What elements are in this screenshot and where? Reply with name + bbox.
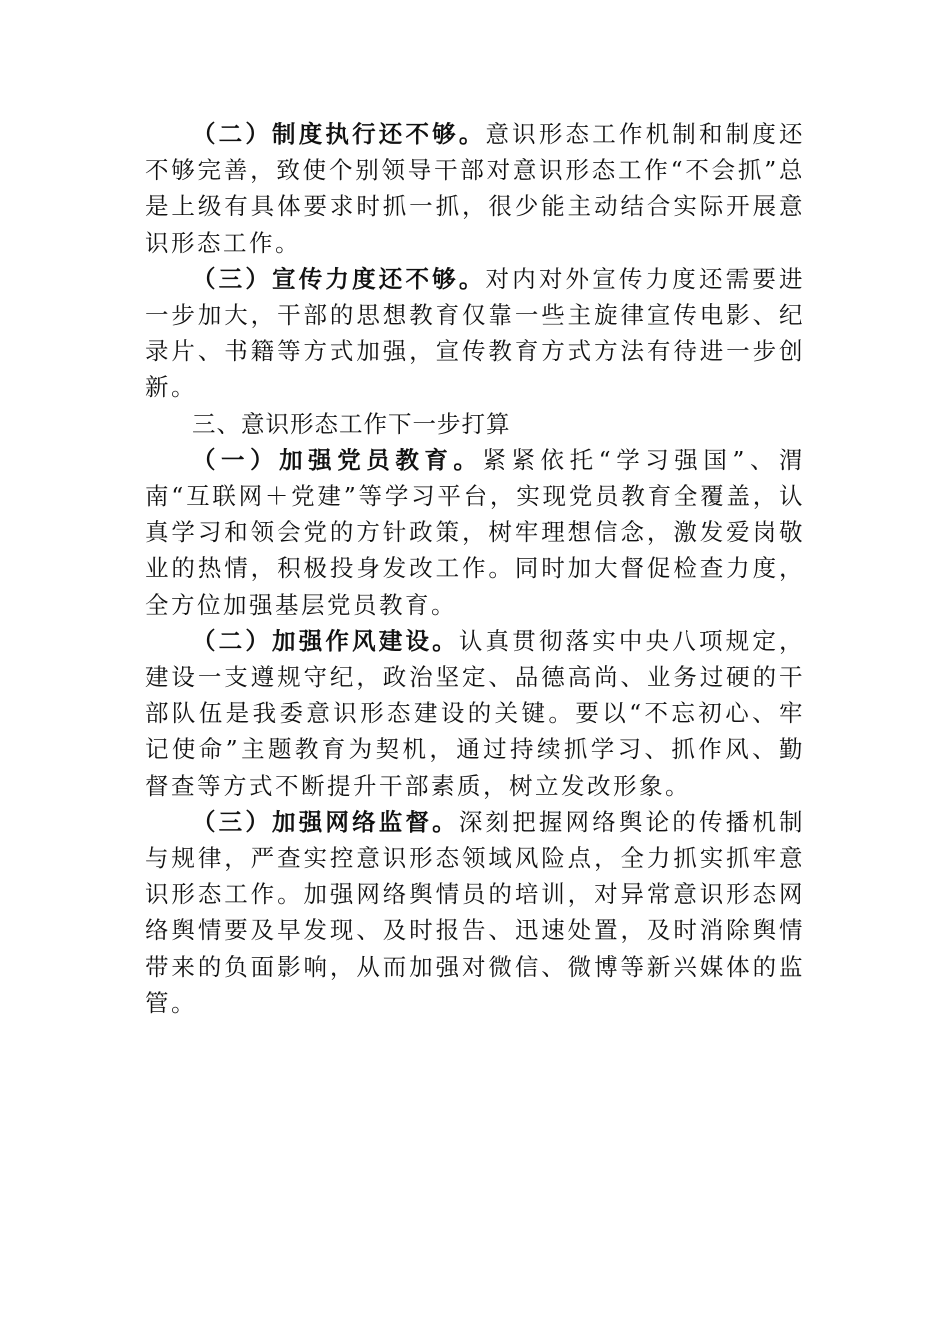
paragraph-text: 认真贯彻落实中央八项规定，建设一支遵规守纪，政治坚定、品德高尚、业务过硬的干部队伍是我委意识形态建设的关键。要以“不忘初心、牢记使命”主题教育为契机，通过持续抓学习、抓作风、勤督查等方式不断提升干部素质，树立发改形象。	[145, 626, 806, 800]
paragraph-text: 对内对外宣传力度还需要进一步加大，干部的思想教育仅靠一些主旋律宣传电影、纪录片、书籍等方式加强，宣传教育方式方法有待进一步创新。	[145, 264, 805, 402]
paragraph-text: 深刻把握网络舆论的传播机制与规律，严查实控意识形态领域风险点，全力抓实抓牢意识形态工作。加强网络舆情员的培训，对异常意识形态网络舆情要及早发现、及时报告、迅速处置，及时消除舆情带来的负面影响，从而加强对微信、微博等新兴媒体的监管。	[145, 807, 806, 1017]
paragraph-system-execution	[145, 116, 805, 261]
paragraph-network-supervision	[145, 804, 805, 1021]
paragraph-publicity	[145, 261, 805, 406]
document-page	[145, 116, 805, 1021]
paragraph-lead: （三）加强网络监督。	[192, 807, 459, 836]
paragraph-lead: （二）制度执行还不够。	[192, 120, 486, 148]
paragraph-lead: （三）宣传力度还不够。	[192, 264, 486, 293]
section-heading: 三、意识形态工作下一步打算	[192, 409, 511, 438]
paragraph-work-style	[145, 623, 805, 804]
paragraph-party-education	[145, 442, 805, 623]
paragraph-text: 紧紧依托“学习强国”、渭南“互联网＋党建”等学习平台，实现党员教育全覆盖，认真学习和领会党的方针政策，树牢理想信念，激发爱岗敬业的热情，积极投身发改工作。同时加大督促检查力度，全方位加强基层党员教育。	[145, 445, 806, 619]
paragraph-text: 意识形态工作机制和制度还不够完善，致使个别领导干部对意识形态工作“不会抓”总是上级有具体要求时抓一抓，很少能主动结合实际开展意识形态工作。	[145, 120, 805, 257]
paragraph-lead: （二）加强作风建设。	[192, 626, 459, 655]
paragraph-lead: （一）加强党员教育。	[192, 445, 483, 474]
